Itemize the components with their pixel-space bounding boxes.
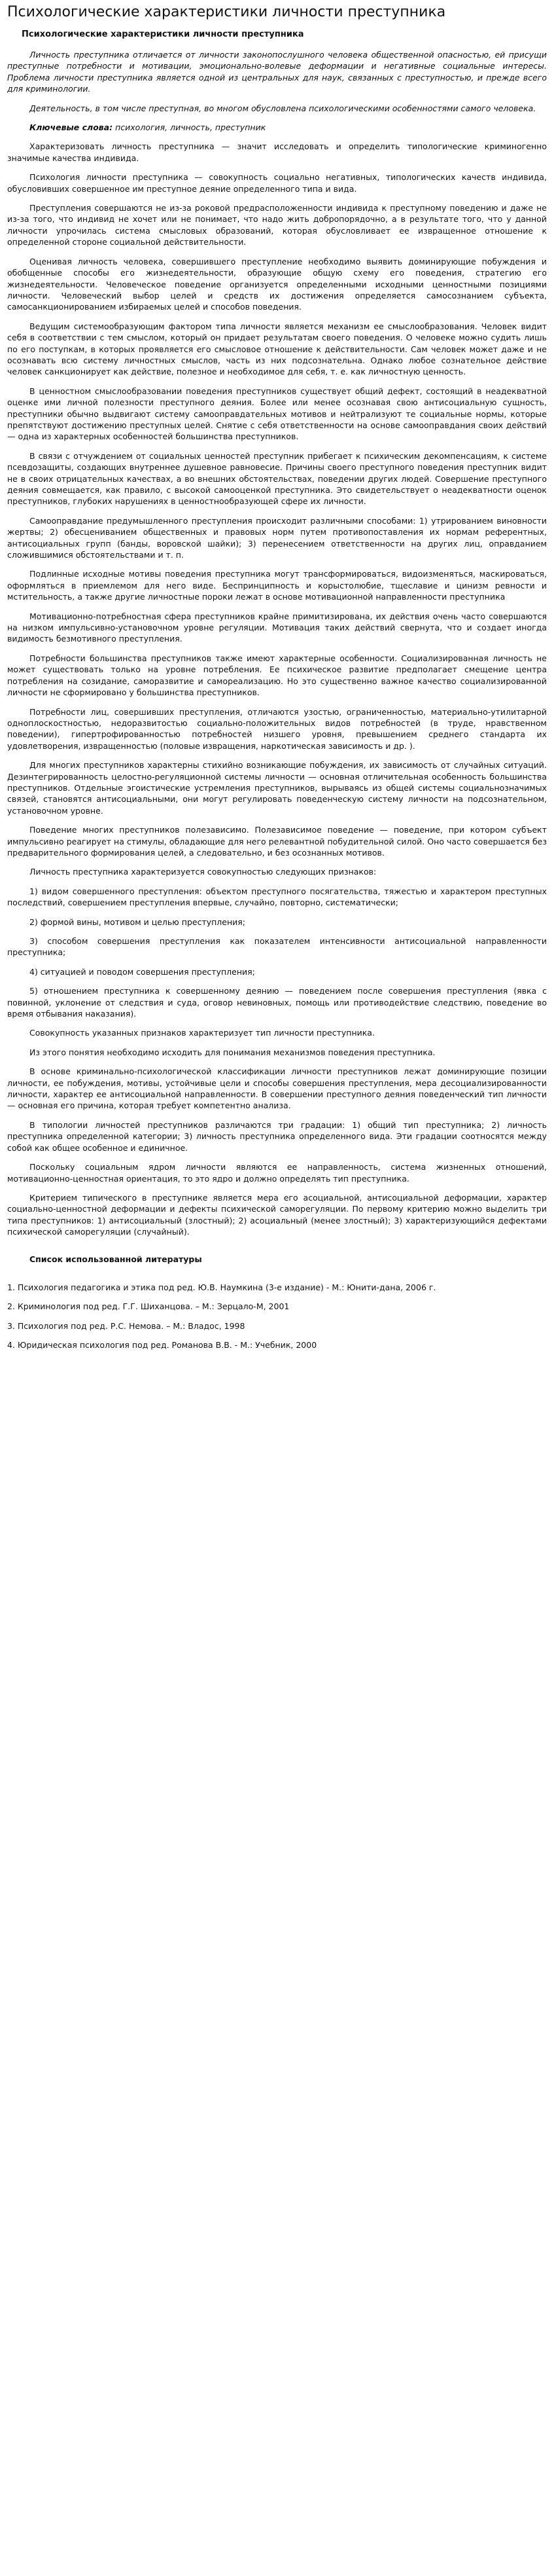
- feature-item: 3) способом совершения преступления как показателем интенсивности антисоциальной направленности преступника;: [7, 936, 547, 958]
- references-list: [7, 1282, 547, 1351]
- body-paragraph: Поведение многих преступников полезависимо. Полезависимое поведение — поведение, при котором субъект импульсивно реагирует на стимулы, обладающие для него релевантной побудительной силой. Оно часто совершается без предварительного формирования целей, а следовательно, и без осознанных мотивов.: [7, 825, 547, 858]
- article-heading: Психологические характеристики личности преступника: [22, 29, 304, 39]
- reference-item: 2. Криминология под ред. Г.Г. Шиханцова. – М.: Зерцало-М, 2001: [7, 1301, 290, 1312]
- body-paragraph: Мотивационно-потребностная сфера преступников крайне примитизирована, их действия очень часто совершаются на низком импульсивно-установочном уровне регуляции. Мотивация таких действий свернута, что и создает иногда видимость безмотивного преступления.: [7, 611, 547, 644]
- body-paragraph: Поскольку социальным ядром личности являются ее направленность, система жизненных отношений, мотивационно-ценностная ориентация, то это ядро и должно определять тип преступника.: [7, 1162, 547, 1184]
- body-paragraph: Совокупность указанных признаков характеризует тип личности преступника.: [29, 1028, 375, 1038]
- feature-item: 5) отношением преступника к совершенному деянию — поведением после совершения преступления (явка с повинной, уклонение от следствия и суда, оговор невиновных, помощь или противодействие следствию, поведение во время отбывания наказания).: [7, 986, 547, 1019]
- body-paragraph: Критерием типического в преступнике является мера его асоциальной, антисоциальной деформации, характер социально-ценностной деформации и дефекты психической саморегуляции. По первому критерию можно выделить три типа преступников: 1) антисоциальный (злостный); 2) асоциальный (менее злостный); 3) характеризующийся дефектами психической саморегуляции (случайный).: [7, 1192, 547, 1237]
- body-paragraph: Для многих преступников характерны стихийно возникающие побуждения, их зависимость от случайных ситуаций. Дезинтегрированность целостно-регуляционной системы личности — основная отличительная особенность большинства преступников. Отдельные эгоистические устремления преступников, вырываясь из общей системы социальнозначимых связей, становятся антисоциальными, они могут регулировать поведенческую систему личности на подсознательном, установочном уровне.: [7, 760, 547, 816]
- body-paragraph: Подлинные исходные мотивы поведения преступника могут трансформироваться, видоизменяться, маскироваться, оформляться в приемлемом для него виде. Беспринципность и корыстолюбие, тщеславие и цинизм ревности и мстительность, а также другие личностные пороки лежат в основе мотивационной направленности преступника: [7, 569, 547, 602]
- body-paragraph: В связи с отчуждением от социальных ценностей преступник прибегает к психическим декомпенсациям, к системе псевдозащиты, создающих внутреннее душевное равновесие. Причины своего преступного поведения преступник видит не в своих отрицательных качествах, а во внешних обстоятельствах, поведении других людей. Совершение преступного деяния совмещается, как правило, с высокой самооценкой преступника. Это свидетельствует о неадекватности оценок преступников, глубоких нарушениях в ценностнообразующей сфере их личности.: [7, 450, 547, 507]
- abstract-paragraph: Личность преступника отличается от личности законопослушного человека общественной опасностью, ей присущи преступные потребности и мотивации, эмоционально-волевые деформации и негативные социальные интересы. Проблема личности преступника является одной из центральных для наук, связанных с преступностью, и прежде всего для криминологии.: [7, 50, 547, 94]
- feature-item: 4) ситуацией и поводом совершения преступления;: [29, 966, 255, 977]
- body-paragraph: В ценностном смыслообразовании поведения преступников существует общий дефект, состоящий в неадекватной оценке ими личной полезности преступного деяния. Более или менее осознавая свою антисоциальную сущность, преступники обычно выдвигают систему самооправдательных мотивов и нейтрализуют те социальные нормы, которые препятствуют достижению преступных целей. Снятие с себя ответственности на основе самооправдания своих действий — одна из характерных особенностей большинства преступников.: [7, 386, 547, 442]
- body-paragraph: Преступления совершаются не из-за роковой предрасположенности индивида к преступному поведению и даже не из-за того, что индивид не хочет или не понимает, что надо жить добропорядочно, а в результате того, что у данной личности упрочилась система смысловых образований, которая обусловливает ее извращенное отношение к определенной стороне социальной действительности.: [7, 203, 547, 247]
- body-paragraph: Личность преступника характеризуется совокупностью следующих признаков:: [29, 867, 377, 877]
- body-paragraph: Ведущим системообразующим фактором типа личности является механизм ее смыслообразования. Человек видит себя в соответствии с тем смыслом, который он придает результатам своего поведения. О человеке можно судить лишь по его поступкам, в которых проявляется его смысловое отношение к действительности. Сам человек может даже и не осознавать всю систему личностных смыслов, часть из них подсознательна. Однако любое сознательное действие человек санкционирует как действие, полезное и необходимое для себя, т. е. как личностную ценность.: [7, 321, 547, 377]
- keywords-line: [29, 122, 547, 133]
- feature-item: 2) формой вины, мотивом и целью преступления;: [29, 916, 246, 927]
- reference-item: 3. Психология под ред. Р.С. Немова. – М.: Владос, 1998: [7, 1320, 245, 1331]
- reference-item: 4. Юридическая психология под ред. Романова В.В. - М.: Учебник, 2000: [7, 1340, 317, 1351]
- references-title: Список использованной литературы: [29, 1254, 202, 1264]
- keywords-label: Ключевые слова:: [29, 122, 113, 133]
- body-paragraph: В типологии личностей преступников различаются три градации: 1) общий тип преступника; 2) личность преступника определенной категории; 3) личность преступника определенного вида. Эти градации соотносятся между собой как общее особенное и единичное.: [7, 1119, 547, 1153]
- body-paragraph: Потребности лиц, совершивших преступления, отличаются узостью, ограниченностью, материально-утилитарной одноплоскостностью, недоразвитостью социально-положительных видов потребностей (в труде, нравственном поведении), гипертрофированностью потребностей низшего уровня, превышением среднего стандарта их удовлетворения, извращенностью (половые извращения, наркотическая зависимость и др. ).: [7, 706, 547, 751]
- keywords-text: психология, личность, преступник: [113, 122, 266, 133]
- feature-item: 1) видом совершенного преступления: объектом преступного посягательства, тяжестью и характером преступных последствий, совершением преступления впервые, случайно, повторно, систематически;: [7, 886, 547, 908]
- body-paragraph: Оценивая личность человека, совершившего преступление необходимо выявить доминирующие побуждения и обобщенные способы его жизнедеятельности, образующие общую схему его поведения, стратегию его жизнедеятельности. Человеческое поведение организуется определенными исходными ценностными позициями личности. Человеческий выбор целей и средств их достижения определяется самосознанием субъекта, самосанкционированием избираемых целей и способов поведения.: [7, 256, 547, 312]
- abstract-paragraph: Деятельность, в том числе преступная, во многом обусловлена психологическими особенностями самого человека.: [29, 103, 536, 113]
- body-paragraph: Самооправдание предумышленного преступления происходит различными способами: 1) утрированием виновности жертвы; 2) обесцениванием общественных и правовых норм путем противопоставления их нормам референтных, антисоциальных групп (банды, воровской шайки); 3) перенесением ответственности на других лиц, оправданием сложившимися обстоятельствами и т. п.: [7, 515, 547, 560]
- body-paragraph: Психология личности преступника — совокупность социально негативных, типологических качеств индивида, обусловивших совершенное им преступное деяние определенного типа и вида.: [7, 172, 547, 194]
- reference-item: 1. Психология педагогика и этика под ред. Ю.В. Наумкина (3-е издание) - М.: Юнити-дана, 2006 г.: [7, 1282, 436, 1292]
- features-list: [7, 886, 547, 1020]
- page-title: Психологические характеристики личности преступника: [7, 4, 446, 20]
- body-paragraph: Потребности большинства преступников также имеют характерные особенности. Социализированная личность не может существовать только на уровне потребления. Ее психическое развитие предполагает смещение центра потребления на созидание, саморазвитие и самореализацию. Но это существенно важное качество социализированной личности не сформировано у большинства преступников.: [7, 653, 547, 698]
- body-paragraph: Из этого понятия необходимо исходить для понимания механизмов поведения преступника.: [29, 1047, 436, 1057]
- body-paragraph: В основе криминально-психологической классификации личности преступников лежат доминирующие позиции личности, ее побуждения, мотивы, устойчивые цели и способы совершения преступления, мера десоциализированности личности, характер ее антисоциальной направленности. В совершении преступного деяния поведенческий тип личности — основная его причина, которая требует компетентно анализа.: [7, 1066, 547, 1111]
- body-paragraph: Характеризовать личность преступника — значит исследовать и определить типологические криминогенно значимые качества индивида.: [7, 141, 547, 163]
